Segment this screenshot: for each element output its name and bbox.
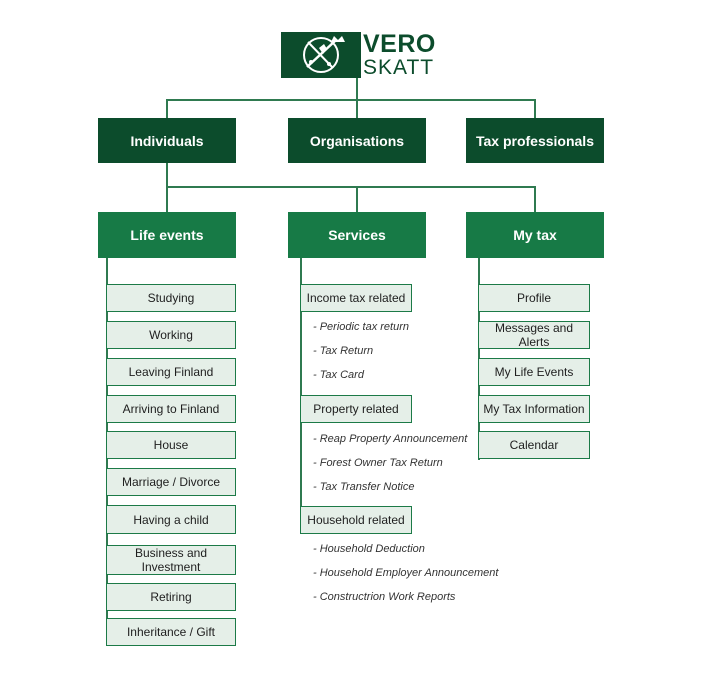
life-event-item[interactable]: Studying bbox=[106, 284, 236, 312]
connector-line bbox=[356, 99, 358, 119]
service-item[interactable]: - Forest Owner Tax Return bbox=[313, 457, 443, 469]
life-event-item[interactable]: Marriage / Divorce bbox=[106, 468, 236, 496]
life-event-item[interactable]: Business and Investment bbox=[106, 545, 236, 575]
life-event-item[interactable]: Having a child bbox=[106, 505, 236, 534]
life-event-item[interactable]: House bbox=[106, 431, 236, 459]
service-item[interactable]: - Household Employer Announcement bbox=[313, 567, 499, 579]
service-item[interactable]: - Tax Transfer Notice bbox=[313, 481, 415, 493]
connector-line bbox=[166, 186, 536, 188]
node-individuals[interactable]: Individuals bbox=[98, 118, 236, 163]
node-life-events[interactable]: Life events bbox=[98, 212, 236, 258]
coat-of-arms-icon bbox=[281, 32, 361, 78]
connector-line bbox=[166, 99, 168, 119]
services-group-property[interactable]: Property related bbox=[300, 395, 412, 423]
services-group-income-tax[interactable]: Income tax related bbox=[300, 284, 412, 312]
my-tax-item[interactable]: My Tax Information bbox=[478, 395, 590, 423]
life-event-item[interactable]: Retiring bbox=[106, 583, 236, 611]
service-item[interactable]: - Household Deduction bbox=[313, 543, 425, 555]
service-item[interactable]: - Reap Property Announcement bbox=[313, 433, 468, 445]
my-tax-item[interactable]: My Life Events bbox=[478, 358, 590, 386]
connector-line bbox=[166, 99, 536, 101]
service-item[interactable]: - Constructrion Work Reports bbox=[313, 591, 456, 603]
service-item[interactable]: - Tax Return bbox=[313, 345, 374, 357]
connector-line bbox=[356, 78, 358, 100]
node-organisations[interactable]: Organisations bbox=[288, 118, 426, 163]
services-group-household[interactable]: Household related bbox=[300, 506, 412, 534]
logo-text-skatt: SKATT bbox=[363, 56, 435, 79]
my-tax-item[interactable]: Messages and Alerts bbox=[478, 321, 590, 349]
my-tax-item[interactable]: Calendar bbox=[478, 431, 590, 459]
life-event-item[interactable]: Arriving to Finland bbox=[106, 395, 236, 423]
connector-line bbox=[534, 99, 536, 119]
logo-text-vero: VERO bbox=[363, 30, 436, 58]
connector-line bbox=[534, 186, 536, 213]
node-my-tax[interactable]: My tax bbox=[466, 212, 604, 258]
connector-line bbox=[166, 163, 168, 213]
node-tax-professionals[interactable]: Tax professionals bbox=[466, 118, 604, 163]
life-event-item[interactable]: Working bbox=[106, 321, 236, 349]
life-event-item[interactable]: Leaving Finland bbox=[106, 358, 236, 386]
node-services[interactable]: Services bbox=[288, 212, 426, 258]
service-item[interactable]: - Periodic tax return bbox=[313, 321, 409, 333]
service-item[interactable]: - Tax Card bbox=[313, 369, 364, 381]
my-tax-item[interactable]: Profile bbox=[478, 284, 590, 312]
life-event-item[interactable]: Inheritance / Gift bbox=[106, 618, 236, 646]
connector-line bbox=[356, 186, 358, 213]
